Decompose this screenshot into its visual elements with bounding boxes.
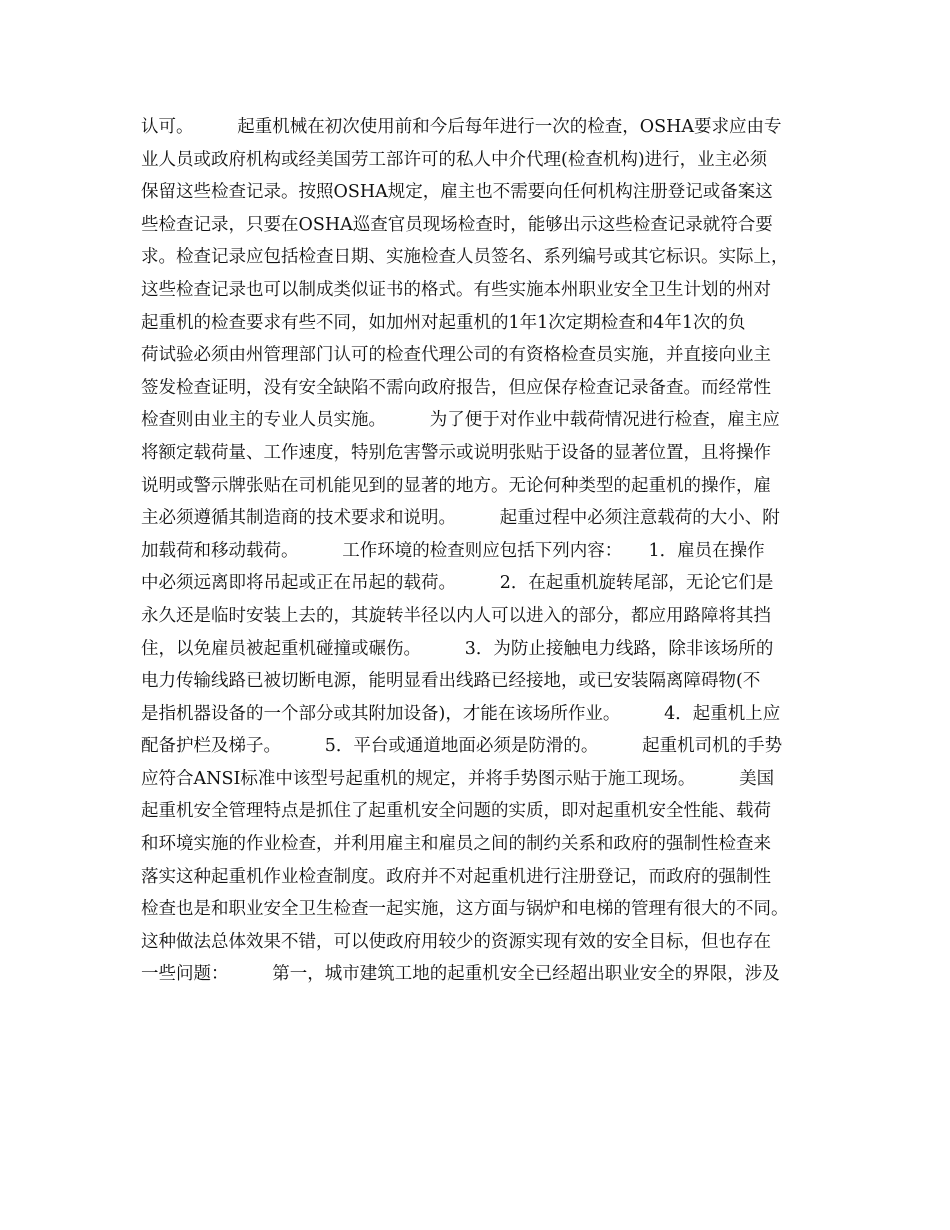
text-line: 加载荷和移动载荷。 工作环境的检查则应包括下列内容： 1．雇员在操作 <box>141 540 765 561</box>
text-line: 配备护栏及梯子。 5．平台或通道地面必须是防滑的。 起重机司机的手势 <box>141 736 783 757</box>
text-line: 检查则由业主的专业人员实施。 为了便于对作业中载荷情况进行检查，雇主应 <box>141 410 780 431</box>
text-line: 中必须远离即将吊起或正在吊起的载荷。 2．在起重机旋转尾部，无论它们是 <box>141 573 774 594</box>
text-line: 说明或警示牌张贴在司机能见到的显著的地方。无论何种类型的起重机的操作，雇 <box>141 475 771 496</box>
text-line: 起重机的检查要求有些不同，如加州对起重机的1年1次定期检查和4年1次的负 <box>141 312 746 333</box>
text-line: 一些问题： 第一，城市建筑工地的起重机安全已经超出职业安全的界限，涉及 <box>141 964 780 985</box>
text-line: 求。检查记录应包括检查日期、实施检查人员签名、系列编号或其它标识。实际上， <box>141 247 789 268</box>
text-line: 些检查记录，只要在OSHA巡查官员现场检查时，能够出示这些检查记录就符合要 <box>141 214 773 235</box>
text-line: 应符合ANSI标准中该型号起重机的规定，并将手势图示贴于施工现场。 美国 <box>141 768 775 789</box>
text-line: 电力传输线路已被切断电源，能明显看出线路已经接地，或已安装隔离障碍物(不 <box>141 671 761 692</box>
text-line: 荷试验必须由州管理部门认可的检查代理公司的有资格检查员实施，并直接向业主 <box>141 345 771 366</box>
text-line: 将额定载荷量、工作速度，特别危害警示或说明张贴于设备的显著位置，且将操作 <box>141 442 771 463</box>
text-line: 这些检查记录也可以制成类似证书的格式。有些实施本州职业安全卫生计划的州对 <box>141 279 771 300</box>
text-line: 落实这种起重机作业检查制度。政府并不对起重机进行注册登记，而政府的强制性 <box>141 866 771 887</box>
body-text <box>141 111 821 991</box>
text-line: 认可。 起重机械在初次使用前和今后每年进行一次的检查，OSHA要求应由专 <box>141 117 782 137</box>
text-line: 签发检查证明，没有安全缺陷不需向政府报告，但应保存检查记录备查。而经常性 <box>141 377 771 398</box>
text-line: 是指机器设备的一个部分或其附加设备)，才能在该场所作业。 4．起重机上应 <box>141 703 781 724</box>
text-line: 住，以免雇员被起重机碰撞或碾伤。 3．为防止接触电力线路，除非该场所的 <box>141 638 774 659</box>
text-line: 永久还是临时安装上去的，其旋转半径以内人可以进入的部分，都应用路障将其挡 <box>141 605 771 626</box>
text-line: 保留这些检查记录。按照OSHA规定，雇主也不需要向任何机构注册登记或备案这 <box>141 182 773 203</box>
text-line: 起重机安全管理特点是抓住了起重机安全问题的实质，即对起重机安全性能、载荷 <box>141 801 771 822</box>
text-line: 和环境实施的作业检查，并利用雇主和雇员之间的制约关系和政府的强制性检查来 <box>141 834 771 855</box>
text-line: 检查也是和职业安全卫生检查一起实施，这方面与锅炉和电梯的管理有很大的不同。 <box>141 899 789 920</box>
text-line: 主必须遵循其制造商的技术要求和说明。 起重过程中必须注意载荷的大小、附 <box>141 508 780 529</box>
text-line: 业人员或政府机构或经美国劳工部许可的私人中介代理(检查机构)进行，业主必须 <box>141 149 768 170</box>
text-line: 这种做法总体效果不错，可以使政府用较少的资源实现有效的安全目标，但也存在 <box>141 931 771 952</box>
